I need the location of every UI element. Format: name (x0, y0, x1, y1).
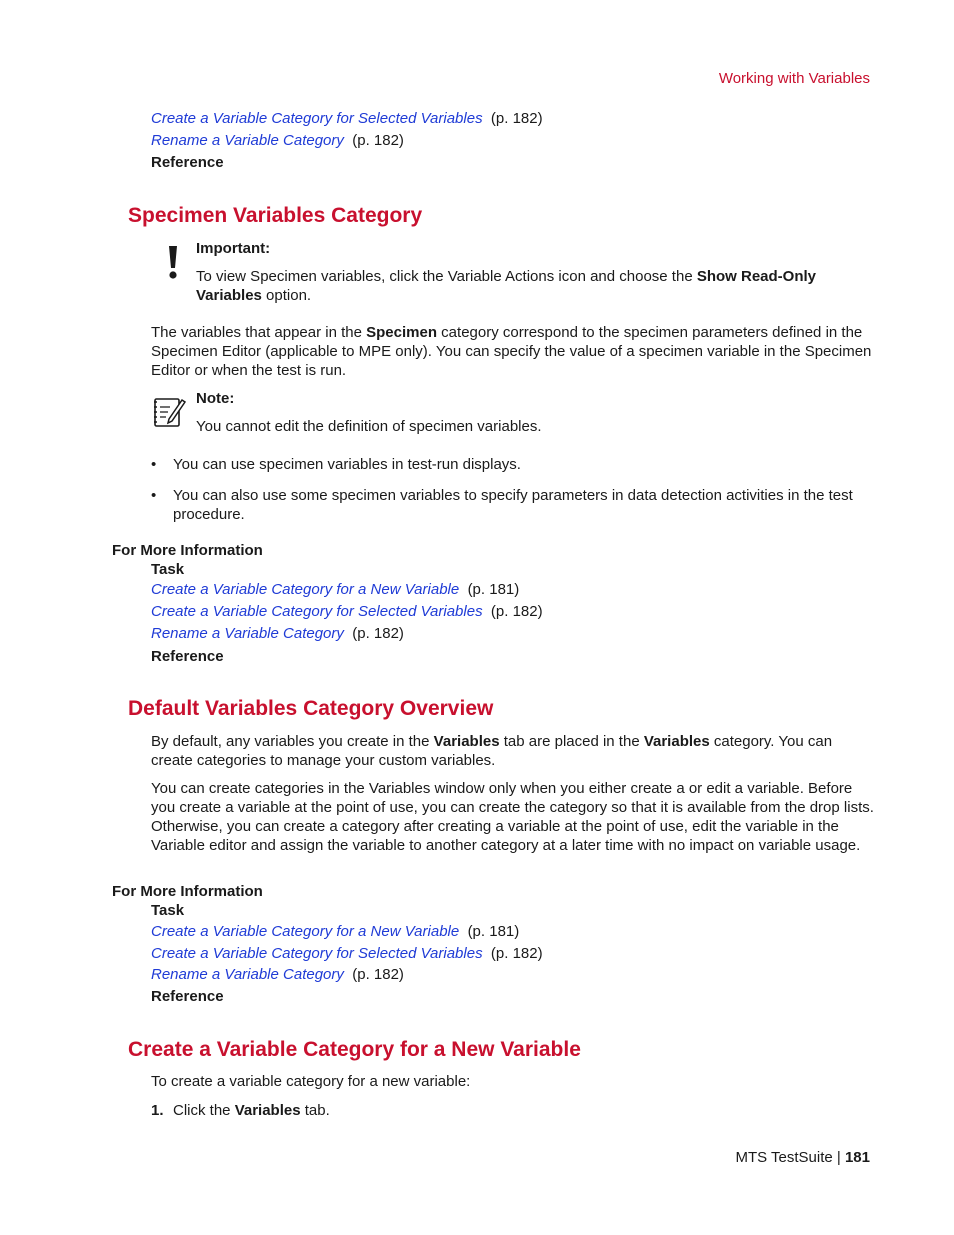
text-run-bold: Variables (234, 1102, 301, 1119)
specimen-paragraph (151, 323, 876, 380)
reference-label: Reference (151, 154, 224, 171)
link-rename-category[interactable]: Rename a Variable Category (151, 966, 344, 983)
default-overview-paragraph-1 (151, 732, 876, 770)
page-ref: (p. 181) (467, 923, 520, 940)
page-ref: (p. 182) (352, 132, 404, 149)
text-run: Click the (173, 1102, 235, 1119)
footer-separator: | (836, 1149, 841, 1166)
page-ref: (p. 182) (352, 625, 404, 642)
bullet-text: You can use specimen variables in test-run displays. (173, 456, 521, 473)
text-run: category. You can create categories to manage your custom variables. (151, 733, 833, 769)
note-text: You cannot edit the definition of specimen variables. (196, 418, 542, 435)
section-title-specimen: Specimen Variables Category (128, 204, 423, 227)
link-rename-category[interactable]: Rename a Variable Category (151, 132, 344, 149)
bullet-text: You can also use some specimen variables to specify parameters in data detection activities in the test procedure. (173, 487, 853, 523)
running-header: Working with Variables (718, 70, 870, 87)
task-label: Task (151, 902, 185, 919)
related-link-row (151, 922, 519, 942)
important-bold: Variables (196, 287, 262, 304)
link-create-category-new[interactable]: Create a Variable Category for a New Variable (151, 581, 460, 598)
section-title-default-overview: Default Variables Category Overview (128, 697, 494, 720)
text-run-bold: Variables (433, 733, 500, 750)
for-more-information-heading: For More Information (112, 883, 263, 900)
reference-label: Reference (151, 648, 224, 665)
step-item (151, 1101, 330, 1121)
important-text-part: To view Specimen variables, click the Variable Actions icon and choose the (196, 268, 697, 285)
page-ref: (p. 182) (490, 110, 543, 127)
step-number: 1. (151, 1102, 164, 1119)
page-ref: (p. 182) (490, 945, 543, 962)
task-label: Task (151, 561, 185, 578)
exclamation-icon (162, 244, 184, 280)
default-overview-paragraph-2: You can create categories in the Variables window only when you either create a or edit a variable. Before you create a variable at the point of use, you can create the category so that it is available from the drop lists. Otherwise, you can create a category after creating a variable at the point of use, edit the variable in the Variable editor and assign the variable to another category at a later time with no impact on variable usage. (151, 780, 874, 854)
section-title-create-category: Create a Variable Category for a New Variable (128, 1038, 581, 1061)
notepad-pencil-icon (151, 393, 187, 429)
page-ref: (p. 182) (490, 603, 543, 620)
page-footer (735, 1148, 870, 1168)
link-create-category-new[interactable]: Create a Variable Category for a New Variable (151, 923, 460, 940)
link-create-category-selected[interactable]: Create a Variable Category for Selected Variables (151, 945, 483, 962)
related-link-row (151, 580, 519, 600)
text-run: The variables that appear in the (151, 324, 367, 341)
link-create-category-selected[interactable]: Create a Variable Category for Selected Variables (151, 603, 483, 620)
note-label: Note: (196, 390, 235, 407)
important-text-part: option. (261, 287, 312, 304)
link-rename-category[interactable]: Rename a Variable Category (151, 625, 344, 642)
text-run: tab are placed in the (499, 733, 644, 750)
text-run-bold: Specimen (366, 324, 438, 341)
related-link-row (151, 109, 543, 129)
important-bold: Show Read-Only (696, 268, 817, 285)
important-label: Important: (196, 240, 271, 257)
related-link-row (151, 624, 404, 644)
bullet-dot: • (151, 487, 157, 504)
related-link-row (151, 602, 543, 622)
create-category-intro: To create a variable category for a new variable: (151, 1073, 471, 1090)
related-link-row (151, 965, 404, 985)
bullet-dot: • (151, 456, 157, 473)
page-ref: (p. 181) (467, 581, 520, 598)
text-run: tab. (300, 1102, 330, 1119)
text-run: category correspond to the specimen parameters defined in the Specimen Editor (applicable to MPE only). You can specify the value of a specimen variable in the Specimen Editor or when the test is run. (151, 324, 872, 379)
reference-label: Reference (151, 988, 224, 1005)
page-ref: (p. 182) (352, 966, 404, 983)
important-text (196, 267, 876, 305)
text-run-bold: Variables (643, 733, 710, 750)
link-create-category-selected[interactable]: Create a Variable Category for Selected Variables (151, 110, 483, 127)
step-text (173, 1101, 330, 1121)
footer-product: MTS TestSuite (735, 1149, 833, 1166)
related-link-row (151, 131, 404, 151)
related-link-row (151, 944, 543, 964)
footer-page-number: 181 (844, 1149, 870, 1166)
for-more-information-heading: For More Information (112, 542, 263, 559)
text-run: By default, any variables you create in the (151, 733, 434, 750)
